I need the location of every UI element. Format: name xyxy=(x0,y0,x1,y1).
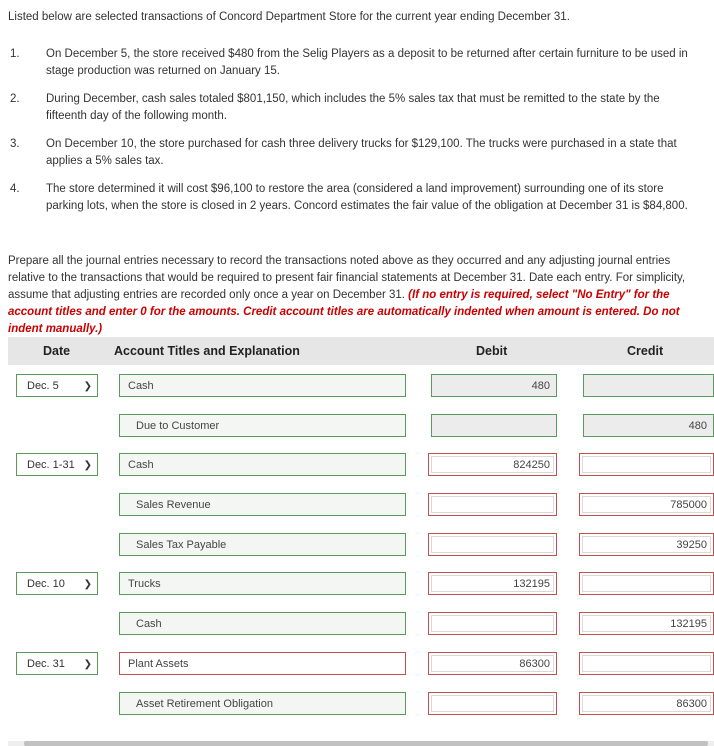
header-account: Account Titles and Explanation xyxy=(114,344,300,358)
transaction-number: 2. xyxy=(10,93,20,105)
table-row xyxy=(0,692,714,717)
credit-input[interactable] xyxy=(579,453,714,476)
account-input[interactable]: Due to Customer xyxy=(119,414,406,437)
transaction-number: 4. xyxy=(10,183,20,195)
horizontal-scrollbar-thumb[interactable] xyxy=(24,741,708,746)
header-debit: Debit xyxy=(476,344,508,358)
date-select[interactable] xyxy=(16,453,98,476)
debit-input[interactable] xyxy=(428,493,557,516)
header-credit: Credit xyxy=(627,344,664,358)
account-input[interactable]: Cash xyxy=(119,374,406,397)
debit-input[interactable]: 480 xyxy=(431,374,557,397)
table-row xyxy=(0,533,714,558)
transaction-4 xyxy=(8,181,708,215)
date-value: Dec. 10 xyxy=(27,578,65,590)
account-input[interactable]: Asset Retirement Obligation xyxy=(119,692,406,715)
instructions-note: (If no entry is required, select "No Entry" for the account titles and enter 0 for the amounts. Credit account titles are automatically indented when amount is entered. Do not indent manually.) xyxy=(8,289,680,335)
transaction-number: 1. xyxy=(10,48,20,60)
transaction-text: During December, cash sales totaled $801,150, which includes the 5% sales tax that must be remitted to the state by the fifteenth day of the following month. xyxy=(46,93,660,122)
chevron-down-icon: ❯ xyxy=(83,460,92,471)
transaction-2 xyxy=(8,91,708,125)
table-row xyxy=(0,493,714,518)
date-value: Dec. 5 xyxy=(27,380,59,392)
date-value: Dec. 1-31 xyxy=(27,459,75,471)
table-row xyxy=(0,374,714,399)
account-input[interactable]: Trucks xyxy=(119,572,406,595)
debit-input[interactable] xyxy=(428,533,557,556)
account-input[interactable]: Plant Assets xyxy=(119,652,406,675)
account-input[interactable]: Cash xyxy=(119,612,406,635)
table-row xyxy=(0,612,714,637)
transaction-text: On December 10, the store purchased for cash three delivery trucks for $129,100. The trucks were purchased in a state that applies a 5% sales tax. xyxy=(46,138,677,167)
chevron-down-icon: ❯ xyxy=(83,579,92,590)
credit-input[interactable] xyxy=(583,374,714,397)
table-row xyxy=(0,652,714,677)
table-row xyxy=(0,453,714,478)
debit-input[interactable]: 132195 xyxy=(428,572,557,595)
table-row xyxy=(0,572,714,597)
chevron-down-icon: ❯ xyxy=(83,381,92,392)
table-header xyxy=(8,337,714,365)
date-value: Dec. 31 xyxy=(27,658,65,670)
header-date: Date xyxy=(43,344,71,358)
transaction-text: The store determined it will cost $96,100 to restore the area (considered a land improvement) surrounding one of its store parking lots, when the store is closed in 2 years. Concord estimates the fair value of the obligation at December 31 is $84,800. xyxy=(46,183,688,212)
credit-input[interactable] xyxy=(579,652,714,675)
credit-input[interactable]: 86300 xyxy=(579,692,714,715)
date-select[interactable] xyxy=(16,652,98,675)
credit-input[interactable]: 132195 xyxy=(579,612,714,635)
intro-text: Listed below are selected transactions of Concord Department Store for the current year ending December 31. xyxy=(8,11,570,23)
account-input[interactable]: Cash xyxy=(119,453,406,476)
transaction-3 xyxy=(8,136,708,170)
date-select[interactable] xyxy=(16,572,98,595)
credit-input[interactable]: 39250 xyxy=(579,533,714,556)
transaction-number: 3. xyxy=(10,138,20,150)
transaction-text: On December 5, the store received $480 from the Selig Players as a deposit to be returned after certain furniture to be used in stage production was returned on January 15. xyxy=(46,48,688,77)
instructions-text: Prepare all the journal entries necessary to record the transactions noted above as they occurred and any adjusting journal entries relative to the transactions that would be required to present fair financial statements at December 31. Date each entry. For simplicity, assume that adjusting entries are recorded only once a year on December 31. xyxy=(8,255,686,301)
debit-input[interactable] xyxy=(428,692,557,715)
date-select[interactable] xyxy=(16,374,98,397)
chevron-down-icon: ❯ xyxy=(83,659,92,670)
credit-input[interactable] xyxy=(579,572,714,595)
debit-input[interactable] xyxy=(428,612,557,635)
debit-input[interactable] xyxy=(431,414,557,437)
credit-input[interactable]: 785000 xyxy=(579,493,714,516)
debit-input[interactable]: 824250 xyxy=(428,453,557,476)
instructions xyxy=(8,253,708,338)
table-row xyxy=(0,414,714,439)
account-input[interactable]: Sales Tax Payable xyxy=(119,533,406,556)
credit-input[interactable]: 480 xyxy=(583,414,714,437)
account-input[interactable]: Sales Revenue xyxy=(119,493,406,516)
transaction-1 xyxy=(8,46,708,80)
debit-input[interactable]: 86300 xyxy=(428,652,557,675)
